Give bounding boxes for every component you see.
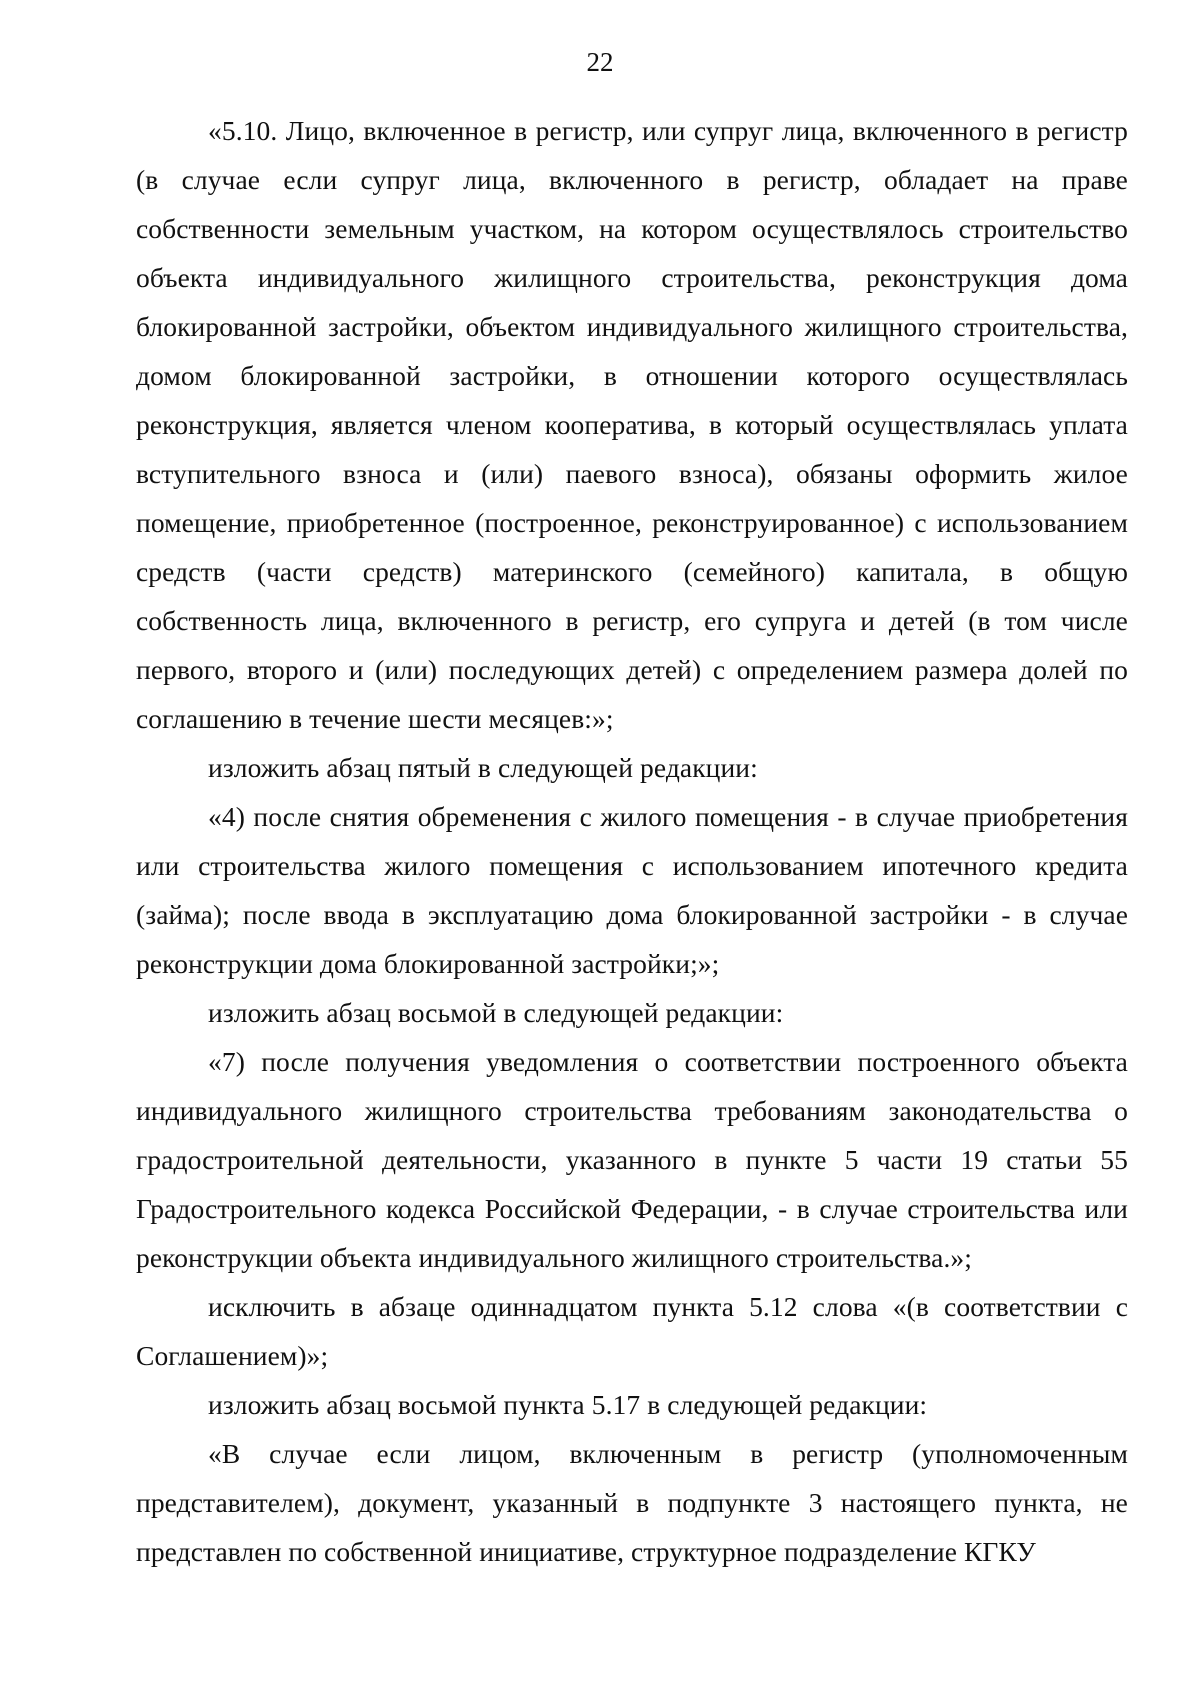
paragraph-item-4: «4) после снятия обременения с жилого помещения - в случае приобретения или строительства жилого помещения с использованием ипотечного кредита (займа); после ввода в эксплуатацию дома блокированной застройки - в случае реконструкции дома блокированной застройки;»;	[136, 801, 1128, 979]
paragraph-instruction-fifth: изложить абзац пятый в следующей редакции:	[208, 752, 758, 783]
paragraph-exclude-5-12: исключить в абзаце одиннадцатом пункта 5.12 слова «(в соответствии с Соглашением)»;	[136, 1291, 1128, 1371]
paragraph-instruction-5-17: изложить абзац восьмой пункта 5.17 в следующей редакции:	[208, 1389, 928, 1420]
document-body	[136, 106, 1128, 1576]
paragraph-5-17-text: «В случае если лицом, включенным в регистр (уполномоченным представителем), документ, указанный в подпункте 3 настоящего пункта, не представлен по собственной инициативе, структурное подразделение КГКУ	[136, 1438, 1128, 1567]
paragraph-5-10-amendment: «5.10. Лицо, включенное в регистр, или супруг лица, включенного в регистр (в случае если супруг лица, включенного в регистр, обладает на праве собственности земельным участком, на котором осуществлялось строительство объекта индивидуального жилищного строительства, реконструкция дома блокированной застройки, объектом индивидуального жилищного строительства, домом блокированной застройки, в отношении которого осуществлялась реконструкция, является членом кооператива, в который осуществлялась уплата вступительного взноса и (или) паевого взноса), обязаны оформить жилое помещение, приобретенное (построенное, реконструированное) с использованием средств (части средств) материнского (семейного) капитала, в общую собственность лица, включенного в регистр, его супруга и детей (в том числе первого, второго и (или) последующих детей) с определением размера долей по соглашению в течение шести месяцев:»;	[136, 115, 1128, 734]
paragraph-instruction-eighth: изложить абзац восьмой в следующей редакции:	[208, 997, 784, 1028]
paragraph-item-7: «7) после получения уведомления о соответствии построенного объекта индивидуального жилищного строительства требованиям законодательства о градостроительной деятельности, указанного в пункте 5 части 19 статьи 55 Градостроительного кодекса Российской Федерации, - в случае строительства или реконструкции объекта индивидуального жилищного строительства.»;	[136, 1046, 1128, 1273]
page-number: 22	[586, 47, 614, 77]
